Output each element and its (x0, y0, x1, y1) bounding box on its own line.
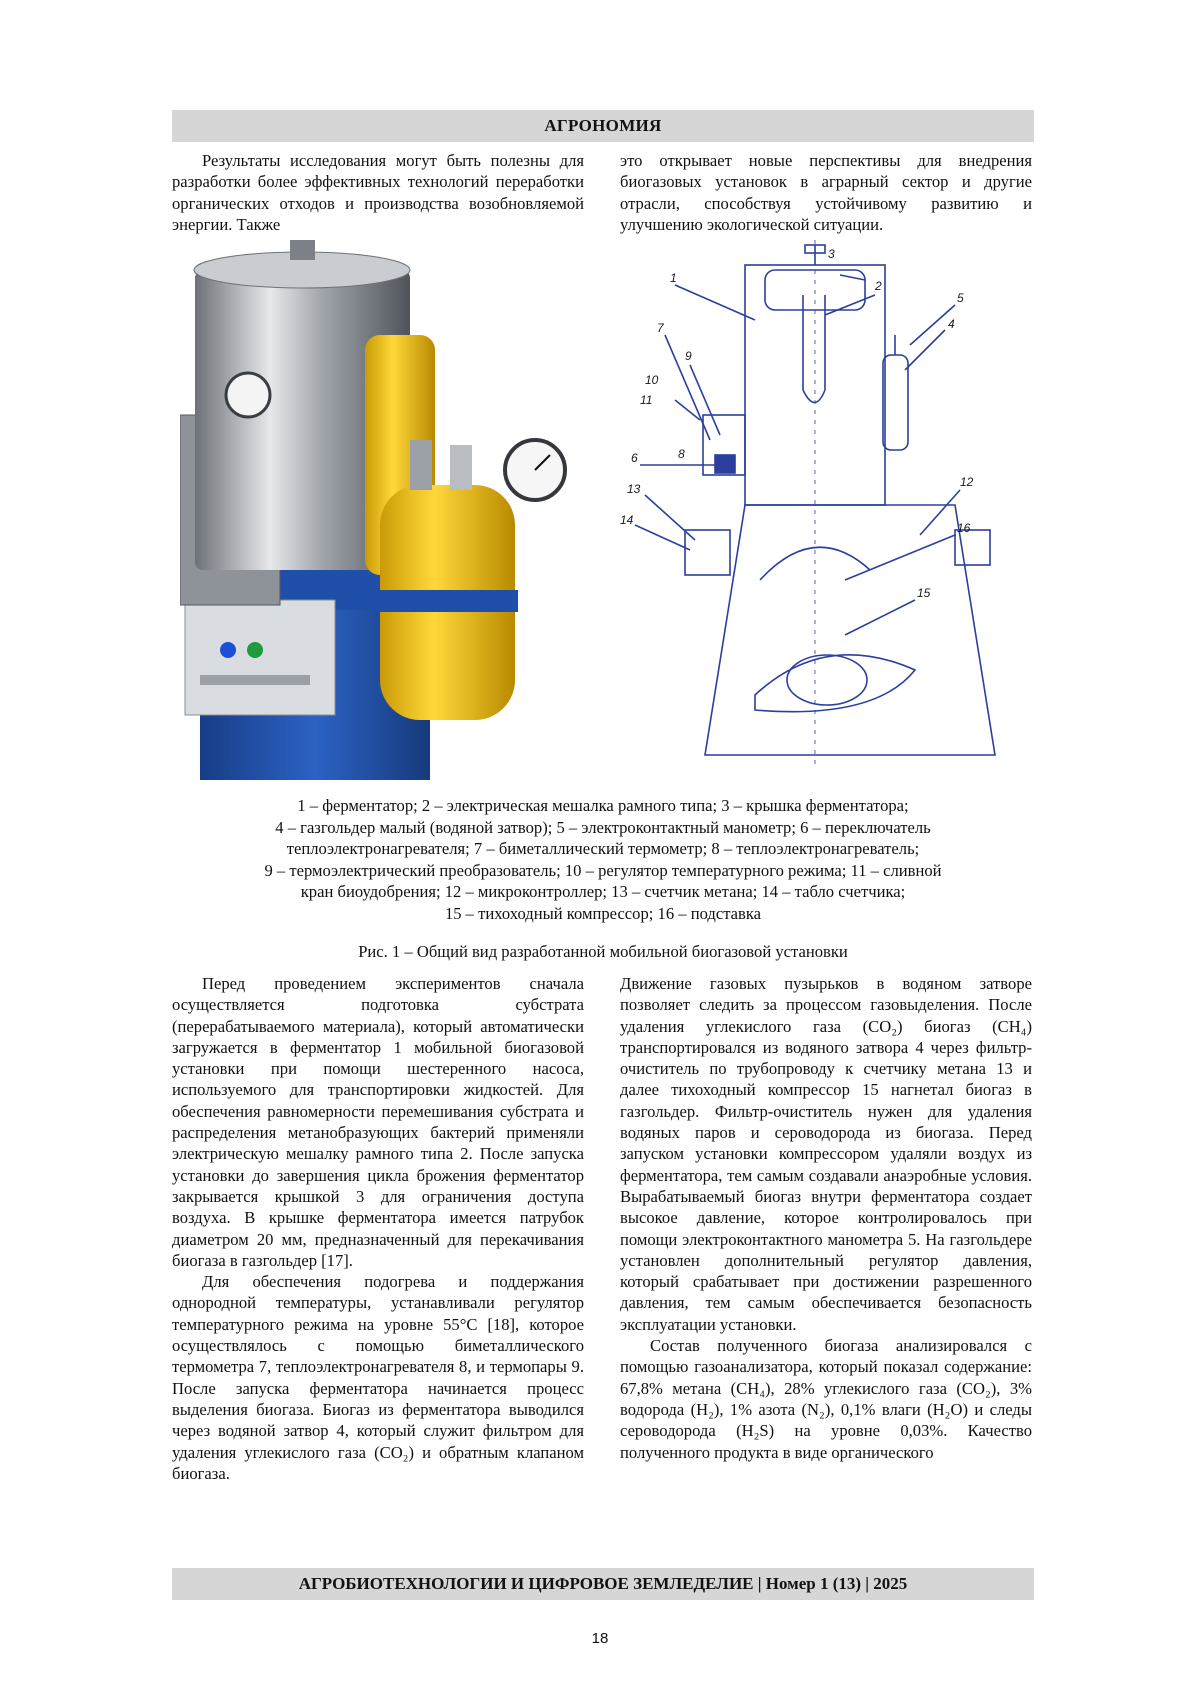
paragraph: Для обеспечения подогрева и поддержания однородной температуры, устанавливали регулятор температурного режима на уровне 55°C [18], которое осуществлялось с помощью биметаллического термометра 7, теплоэлектронагревателя 8, и термопары 9. После запуска ферментатора начинается процесс выделения биогаза. Биогаз из ферментатора выводился через водяной затвор 4, который служит фильтром для удаления углекислого газа (CO₂) и обратным клапаном биогаза. (172, 1272, 584, 1483)
drawing-label-13: 13 (627, 482, 641, 496)
drawing-label-3: 3 (828, 247, 835, 261)
drawing-label-8: 8 (678, 447, 685, 461)
paragraph: Результаты исследования могут быть полезны для разработки более эффективных технологий переработки органических отходов и производства возобновляемой энергии. Также (172, 151, 584, 234)
page-number: 18 (591, 1630, 609, 1647)
legend-line: 9 – термоэлектрический преобразователь; 10 – регулятор температурного режима; 11 – сливной (264, 860, 942, 880)
body-left-column (172, 973, 584, 1484)
paragraph: Состав полученного биогаза анализировался с помощью газоанализатора, который показал содержание: 67,8% метана (CH₄), 28% углекислого газа (CO₂), 3% водорода (H₂), 1% азота (N₂), 0,1% влаги (H₂O) и следы сероводорода (H₂S) на уровне 0,03%. Качество полученного продукта в виде органического (620, 1336, 1032, 1462)
paragraph: это открывает новые перспективы для внедрения биогазовых установок в аграрный сектор и другие отрасли, способствуя устойчивому развитию и улучшению экологической ситуации. (620, 151, 1032, 234)
drawing-label-1: 1 (670, 271, 677, 285)
journal-footer: АГРОБИОТЕХНОЛОГИИ И ЦИФРОВОЕ ЗЕМЛЕДЕЛИЕ | Номер 1 (13) | 2025 (172, 1568, 1034, 1600)
drawing-label-12: 12 (960, 475, 974, 489)
drawing-label-7: 7 (657, 321, 664, 335)
installation-photo (180, 240, 610, 785)
drawing-label-5: 5 (957, 291, 964, 305)
legend-line: теплоэлектронагревателя; 7 – биметаллический термометр; 8 – теплоэлектронагреватель; (286, 839, 920, 858)
legend-line: кран биоудобрения; 12 – микроконтроллер; 13 – счетчик метана; 14 – табло счетчика; (300, 882, 906, 901)
drawing-label-9: 9 (685, 349, 692, 363)
drawing-label-11: 11 (640, 393, 653, 407)
top-text-right-column (620, 150, 1032, 235)
section-header: АГРОНОМИЯ (172, 110, 1034, 142)
figure-legend (172, 795, 1034, 924)
drawing-label-2: 2 (875, 279, 882, 293)
body-right-column (620, 973, 1032, 1463)
paragraph: Перед проведением экспериментов сначала осуществляется подготовка субстрата (перерабатываемого материала), который автоматически загружается в ферментатор 1 мобильной биогазовой установки при помощи шестеренного насоса, используемого для транспортировки жидкостей. Для обеспечения равномерности перемешивания субстрата и распределения метанобразующих бактерий применяли электрическую мешалку рамного типа 2. После запуска установки до завершения цикла брожения ферментатор закрывается крышкой 3 для ограничения доступа воздуха. В крышке ферментатора имеется патрубок диаметром 20 мм, предназначенный для перекачивания биогаза в газгольдер [17]. (172, 974, 584, 1270)
drawing-label-4: 4 (948, 317, 955, 331)
legend-line: 15 – тихоходный компрессор; 16 – подставка (444, 903, 762, 923)
photo-illustration (180, 240, 610, 785)
drawing-label-6: 6 (631, 451, 638, 465)
drawing-label-16: 16 (957, 521, 971, 535)
drawing-illustration (615, 240, 1020, 770)
legend-line: 1 – ферментатор; 2 – электрическая мешалка рамного типа; 3 – крышка ферментатора; (297, 796, 909, 815)
technical-drawing (615, 240, 1020, 770)
drawing-label-15: 15 (917, 586, 931, 600)
figure-caption: Рис. 1 – Общий вид разработанной мобильной биогазовой установки (358, 942, 848, 961)
legend-line: 4 – газгольдер малый (водяной затвор); 5 – электроконтактный манометр; 6 – переключатель (275, 817, 931, 837)
paragraph: Движение газовых пузырьков в водяном затворе позволяет следить за процессом газовыделения. После удаления углекислого газа (CO₂) биогаз (CH₄) транспортировался из водяного затвора 4 через фильтр-очиститель по трубопроводу к счетчику метана 13 и далее тихоходный компрессор 15 нагнетал биогаз в газгольдер. Фильтр-очиститель нужен для удаления водяных паров и сероводорода из биогаза. Перед запуском установки компрессором удаляли воздух из ферментатора, тем самым создавали анаэробные условия. Вырабатываемый биогаз внутри ферментатора создает высокое давление, которое контролировалось при помощи электроконтактного манометра 5. На газгольдере установлен дополнительный регулятор давления, который срабатывает при достижении разрешенного давления, тем самым обеспечивается безопасность эксплуатации установки. (620, 974, 1032, 1334)
drawing-label-14: 14 (620, 513, 634, 527)
drawing-label-10: 10 (645, 373, 659, 387)
top-text-left-column (172, 150, 584, 235)
